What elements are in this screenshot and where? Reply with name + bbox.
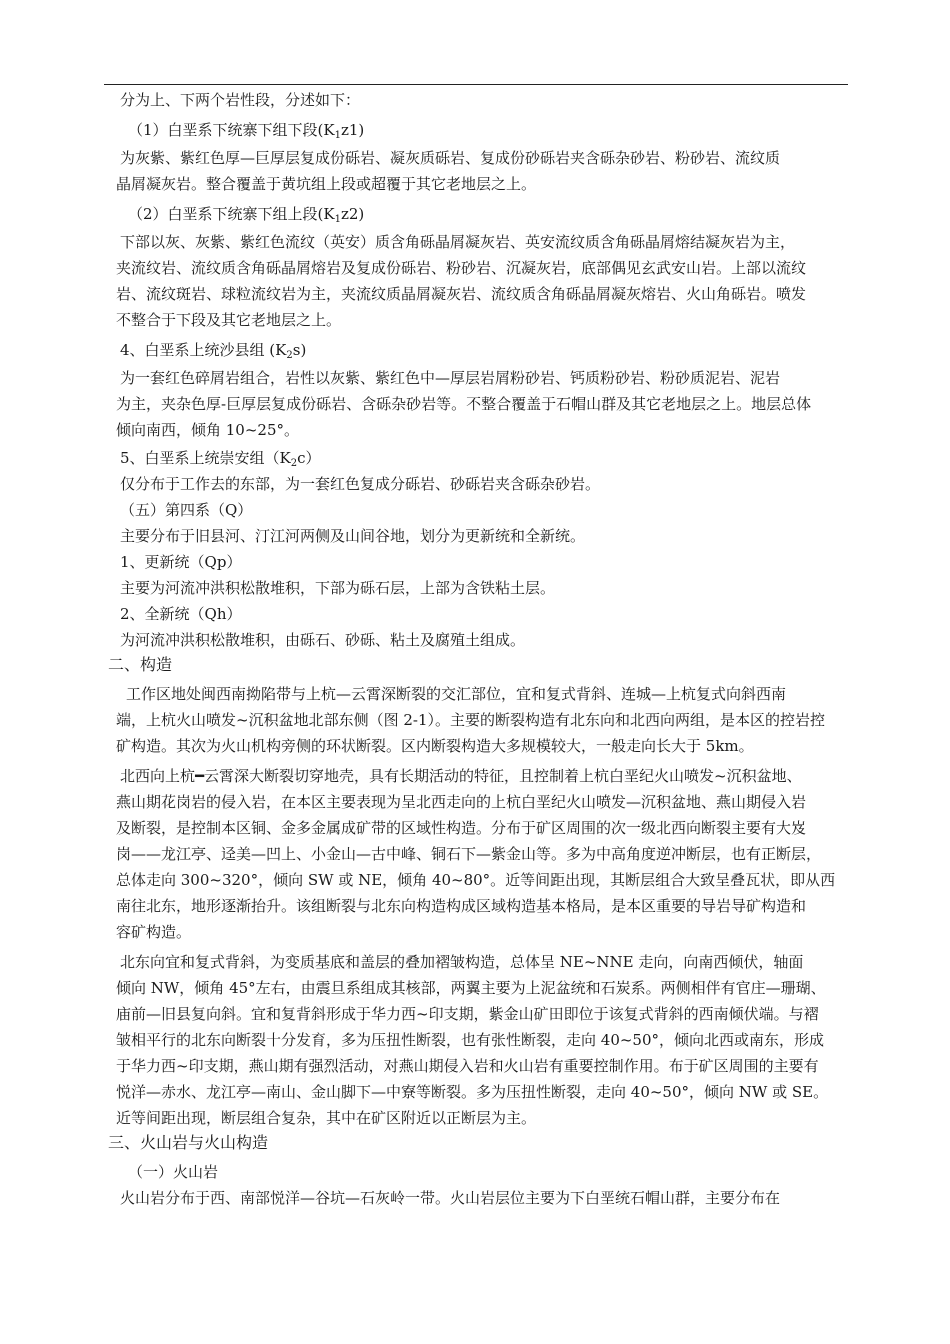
text-line: 皱相平行的北东向断裂十分发育，多为压扭性断裂，也有张性断裂，走向 40~50°，倾向北西或南东，形成 [116,1031,825,1049]
text-line: 下部以灰、灰紫、紫红色流纹（英安）质含角砾晶屑凝灰岩、英安流纹质含角砾晶屑熔结凝灰岩为主， [120,233,796,251]
text-line: 工作区地处闽西南拗陷带与上杭—云霄深断裂的交汇部位，宜和复式背斜、连城—上杭复式向斜西南 [126,685,787,703]
subsection-heading: 1、更新统（Qp） [120,553,242,571]
text-line: 矿构造。其次为火山机构旁侧的环状断裂。区内断裂构造大多规模较大，一般走向长大于 5km。 [116,737,754,755]
text-line: 北西向上杭━云霄深大断裂切穿地壳，具有长期活动的特征，且控制着上杭白垩纪火山喷发~沉积盆地、 [120,767,802,785]
text-line: 为灰紫、紫红色厚—巨厚层复成份砾岩、凝灰质砾岩、复成份砂砾岩夹含砾杂砂岩、粉砂岩、流纹质 [120,149,781,167]
text-line: 主要分布于旧县河、汀江河两侧及山间谷地，划分为更新统和全新统。 [120,527,586,545]
text-line: 于华力西~印支期，燕山期有强烈活动，对燕山期侵入岩和火山岩有重要控制作用。布于矿区周围的主要有 [116,1057,819,1075]
text-line: 端，上杭火山喷发~沉积盆地北部东侧（图 2-1）。主要的断裂构造有北东向和北西向两组，是本区的控岩控 [116,711,825,729]
text-line: 南往北东，地形逐渐抬升。该组断裂与北东向构造构成区域构造基本格局，是本区重要的导岩导矿构造和 [116,897,807,915]
subsection-heading: 4、白垩系上统沙县组 $(K_2s)$ [120,341,307,361]
chapter-heading: 二、构造 [108,655,173,674]
section-heading: （五）第四系（Q） [120,501,253,519]
text-line: 主要为河流冲洪积松散堆积，下部为砾石层，上部为含铁粘土层。 [120,579,556,597]
text-line: 岗——龙江亭、迳美—凹上、小金山—古中峰、铜石下—紫金山等。多为中高角度逆冲断层，也有正断层， [116,845,822,863]
header-rule [104,84,848,85]
text-line: 总体走向 300~320°，倾向 SW 或 NE，倾角 40~80°。近等间距出现，其断层组合大致呈叠瓦状，即从西 [116,871,836,889]
text-line: 岩、流纹斑岩、球粒流纹岩为主，夹流纹质晶屑凝灰岩、流纹质含角砾晶屑凝灰熔岩、火山角砾岩。喷发 [116,285,807,303]
subsection-heading: 2、全新统（Qh） [120,605,242,623]
text-line: 倾向南西，倾角 10~25°。 [116,421,300,439]
subsection-heading: （2）白垩系下统寨下组上段$(K_1z2)$ [128,205,365,225]
text-line: 近等间距出现，断层组合复杂，其中在矿区附近以正断层为主。 [116,1109,537,1127]
subsection-heading: 5、白垩系上统崇安组$(K_2c)$ [120,449,321,469]
text-line: 燕山期花岗岩的侵入岩，在本区主要表现为呈北西走向的上杭白垩纪火山喷发—沉积盆地、燕山期侵入岩 [116,793,807,811]
subsection-heading: （1）白垩系下统寨下组下段$(K_1z1)$ [128,121,365,141]
text-line: 容矿构造。 [116,923,192,941]
text-line: 夹流纹岩、流纹质含角砾晶屑熔岩及复成份砾岩、粉砂岩、沉凝灰岩，底部偶见玄武安山岩。上部以流纹 [116,259,807,277]
text-line: 为河流冲洪积松散堆积，由砾石、砂砾、粘土及腐殖土组成。 [120,631,526,649]
text-line: 及断裂，是控制本区铜、金多金属成矿带的区域性构造。分布于矿区周围的次一级北西向断裂主要有大岌 [116,819,807,837]
text-line: 分为上、下两个岩性段，分述如下： [120,91,361,109]
text-line: 北东向宜和复式背斜，为变质基底和盖层的叠加褶皱构造，总体呈 NE~NNE 走向，向南西倾伏，轴面 [120,953,804,971]
text-line: 仅分布于工作去的东部，为一套红色复成分砾岩、砂砾岩夹含砾杂砂岩。 [120,475,601,493]
text-line: 不整合于下段及其它老地层之上。 [116,311,342,329]
text-line: 为一套红色碎屑岩组合，岩性以灰紫、紫红色中—厚层岩屑粉砂岩、钙质粉砂岩、粉砂质泥岩、泥岩 [120,369,781,387]
text-line: 为主，夹杂色厚-巨厚层复成份砾岩、含砾杂砂岩等。不整合覆盖于石帽山群及其它老地层之上。地层总体 [116,395,812,413]
text-line: 庙前—旧县复向斜。宜和复背斜形成于华力西~印支期，紫金山矿田即位于该复式背斜的西南倾伏端。与褶 [116,1005,819,1023]
chapter-heading: 三、火山岩与火山构造 [108,1133,269,1152]
section-heading: （一）火山岩 [128,1163,219,1181]
text-line: 晶屑凝灰岩。整合覆盖于黄坑组上段或超覆于其它老地层之上。 [116,175,537,193]
text-line: 火山岩分布于西、南部悦洋—谷坑—石灰岭一带。火山岩层位主要为下白垩统石帽山群，主要分布在 [120,1189,781,1207]
text-line: 倾向 NW，倾角 45°左右，由震旦系组成其核部，两翼主要为上泥盆统和石炭系。两侧相伴有官庄—珊瑚、 [116,979,826,997]
text-line: 悦洋—赤水、龙江亭—南山、金山脚下—中寮等断裂。多为压扭性断裂，走向 40~50°，倾向 NW 或 SE。 [116,1083,829,1101]
